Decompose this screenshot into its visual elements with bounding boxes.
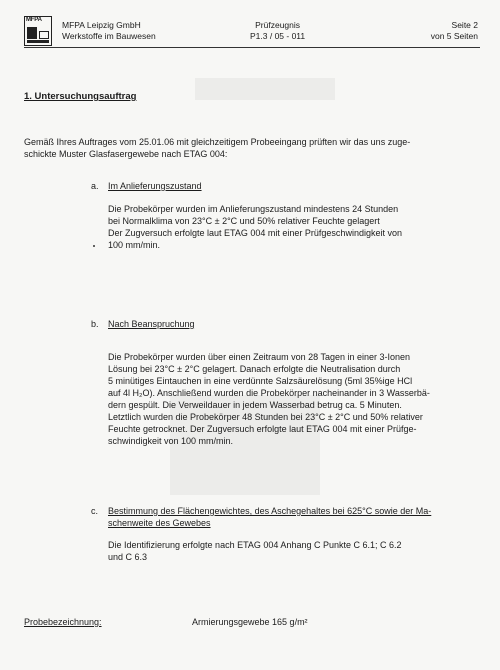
page-current: Seite 2 [451,20,478,30]
item-a-line-2: bei Normalklima von 23°C ± 2°C und 50% relativer Feuchte gelagert [108,216,380,226]
intro-line-1: Gemäß Ihres Auftrages vom 25.01.06 mit gleichzeitigem Probeeingang prüften wir das uns zuge- [24,137,411,147]
item-b-line-4: auf 4l H₂O). Anschließend wurden die Probekörper nacheinander in 3 Wasserbä- [108,388,430,398]
intro-line-2: schickte Muster Glasfasergewebe nach ETAG 004: [24,149,228,159]
item-b-marker: b. [91,319,99,329]
sample-label: Probebezeichnung: [24,617,102,627]
page-total: von 5 Seiten [430,31,478,41]
scan-dot [93,245,95,247]
company-info [62,20,156,42]
item-b-line-6: Letztlich wurden die Probekörper 48 Stunden bei 23°C ± 2°C und 50% relativer [108,412,423,422]
item-c-marker: c. [91,506,99,516]
item-b-line-8: schwindigkeit von 100 mm/min. [108,436,234,446]
company-logo [24,16,52,46]
item-b-line-7: Feuchte getrocknet. Der Zugversuch erfolgte laut ETAG 004 mit einer Prüfge- [108,424,417,434]
item-c-title-line-2: schenweite des Gewebes [108,518,211,528]
document-id [250,20,305,42]
item-a-line-1: Die Probekörper wurden im Anlieferungszustand mindestens 24 Stunden [108,204,399,214]
item-a-line-3: Der Zugversuch erfolgte laut ETAG 004 mit einer Prüfgeschwindigkeit von [108,228,402,238]
item-a-marker: a. [91,181,99,191]
section-heading: 1. Untersuchungsauftrag [24,91,137,102]
page-number [430,20,478,42]
item-b-line-2: Lösung bei 23°C ± 2°C gelagert. Danach erfolgte die Neutralisation durch [108,364,401,374]
item-b-line-3: 5 minütiges Eintauchen in eine verdünnte Salzsäurelösung (5ml 35%ige HCl [108,376,413,386]
item-a-title: Im Anlieferungszustand [108,181,202,191]
document-type: Prüfzeugnis [255,20,301,30]
item-b-line-5: dern gespült. Die Verweildauer in jedem Wasserbad betrug ca. 5 Minuten. [108,400,402,410]
company-name: MFPA Leipzig GmbH [62,20,141,30]
item-b-line-1: Die Probekörper wurden über einen Zeitraum von 28 Tagen in einer 3-Ionen [108,352,411,362]
item-c-line-2: und C 6.3 [108,552,148,562]
item-b-title: Nach Beanspruchung [108,319,195,329]
item-a-line-4: 100 mm/min. [108,240,161,250]
sample-value: Armierungsgewebe 165 g/m² [192,617,308,627]
scan-shadow-top [195,78,335,100]
logo-text: MFPA [26,17,42,23]
header-divider [24,47,480,48]
item-c-line-1: Die Identifizierung erfolgte nach ETAG 004 Anhang C Punkte C 6.1; C 6.2 [108,540,402,550]
company-department: Werkstoffe im Bauwesen [62,31,156,41]
document-number: P1.3 / 05 - 011 [250,31,306,41]
item-c-title-line-1: Bestimmung des Flächengewichtes, des Aschegehaltes bei 625°C sowie der Ma- [108,506,432,516]
